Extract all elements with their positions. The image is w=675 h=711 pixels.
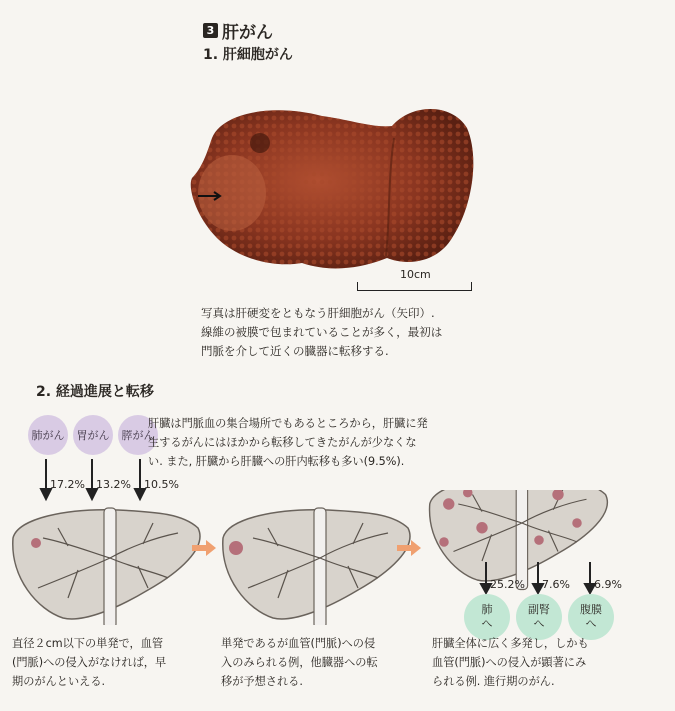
stage-line: 移が予想される. — [221, 675, 303, 688]
metastasis-text — [148, 414, 466, 471]
stage-caption-3 — [432, 634, 632, 691]
stage-line: 単発であるが血管(門脈)への侵 — [221, 637, 376, 650]
stage-line: 期のがんといえる. — [12, 675, 106, 688]
stage-line: 入のみられる例，他臓器への転 — [221, 656, 378, 669]
caption-line: 門脈を介して近くの臓器に転移する. — [201, 344, 389, 358]
destination-label: 腹膜 — [580, 603, 602, 616]
destination-percent: 7.6% — [542, 578, 570, 591]
destination-label: へ — [533, 617, 545, 630]
section-title — [203, 18, 273, 43]
stage-line: られる例. 進行期のがん. — [432, 675, 555, 688]
stage-caption-2 — [221, 634, 421, 691]
stage-line: (門脈)への侵入がなければ，早 — [12, 656, 167, 669]
source-bubble-stomach: 胃がん — [73, 415, 113, 455]
destination-label: 肺 — [481, 603, 493, 616]
subsection-title: 1. 肝細胞がん — [203, 47, 293, 63]
body-line: 肝臓は門脈血の集合場所でもあるところから，肝臓に発 — [148, 417, 428, 430]
destination-label: 副腎 — [528, 603, 550, 616]
source-percent: 13.2% — [96, 478, 131, 491]
subsection2-title: 2. 経過進展と転移 — [36, 384, 154, 400]
scale-label: 10cm — [400, 268, 431, 281]
stage-line: 直径２cm以下の単発で，血管 — [12, 637, 164, 650]
scale-bar — [357, 282, 472, 291]
destination-label: へ — [585, 617, 597, 630]
source-percent: 10.5% — [144, 478, 179, 491]
liver-stage-2 — [223, 508, 410, 625]
caption-line: 写真は肝硬変をともなう肝細胞がん（矢印）. — [201, 306, 435, 320]
destination-label: へ — [481, 617, 493, 630]
destination-percent: 25.2% — [490, 578, 525, 591]
destination-percent: 6.9% — [594, 578, 622, 591]
liver-specimen-photo — [182, 98, 482, 278]
source-bubble-lung: 肺がん — [28, 415, 68, 455]
body-line: 生するがんにはほかから転移してきたがんが少なくな — [148, 436, 417, 449]
liver-stage-1 — [13, 508, 200, 625]
caption-line: 線維の被膜で包まれていることが多く，最初は — [201, 325, 443, 339]
section-title-text: 肝がん — [222, 23, 273, 43]
source-bubble-pancreas: 膵がん — [118, 415, 158, 455]
stage-caption-1 — [12, 634, 212, 691]
source-percent: 17.2% — [50, 478, 85, 491]
stage-line: 血管(門脈)への侵入が顕著にみ — [432, 656, 587, 669]
stage-line: 肝臓全体に広く多発し，しかも — [432, 637, 589, 650]
section-number: 3 — [203, 23, 218, 38]
photo-caption — [201, 304, 501, 361]
body-line: い. また, 肝臓から肝臓への肝内転移も多い(9.5%). — [148, 455, 405, 468]
